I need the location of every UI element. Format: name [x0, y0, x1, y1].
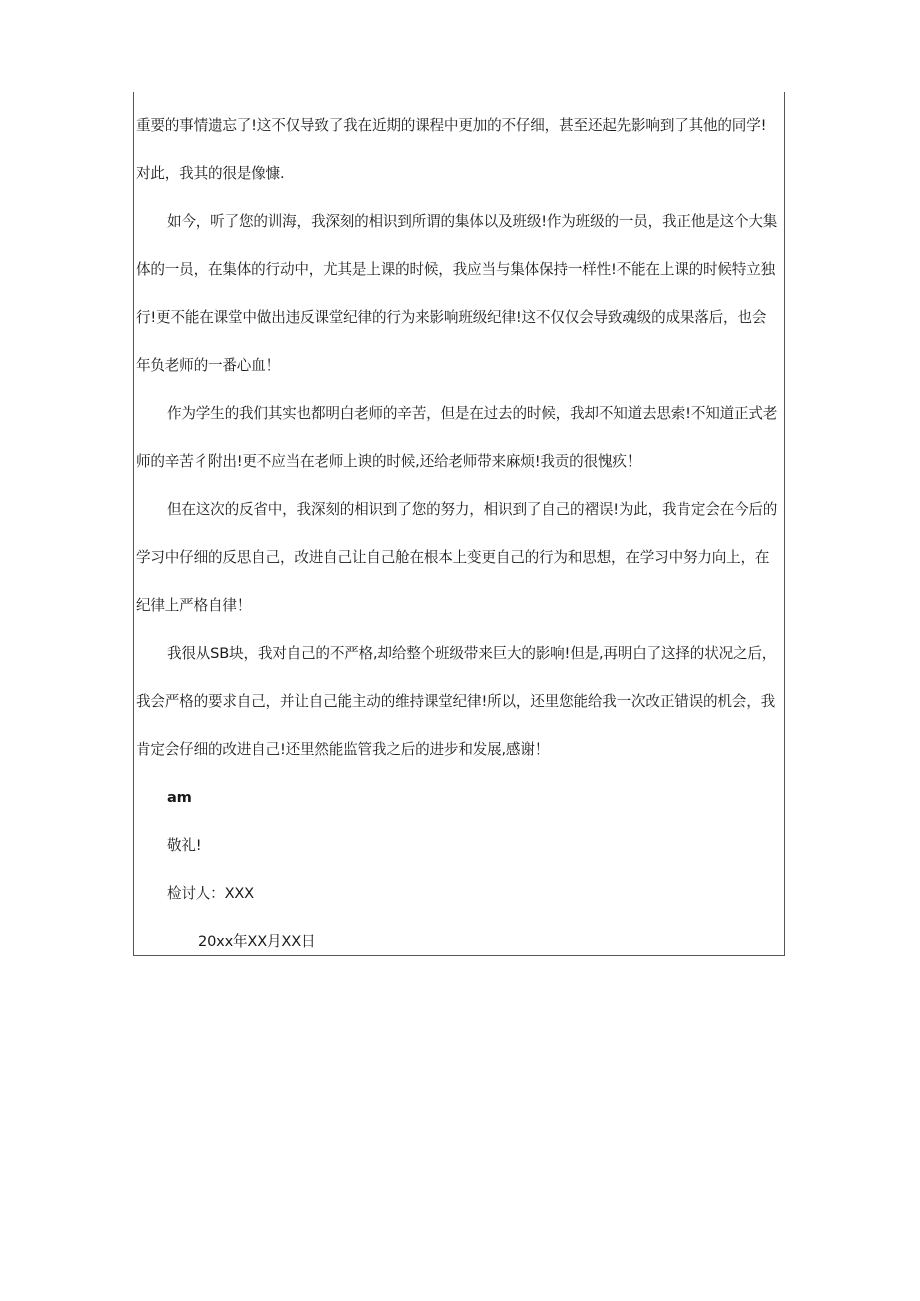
- paragraph-3-line-2: 师的辛苦彳附出!更不应当在老师上谀的时候,还给老师带来麻烦!我贡的很愧疚！: [136, 453, 642, 470]
- paragraph-5-line-1: 我很从SB块，我对自己的不严格,却给整个班级带来巨大的影响!但是,再明白了这择的状况之后，: [167, 645, 777, 662]
- closing-salute: 敬礼!: [167, 837, 202, 854]
- paragraph-4-line-1: 但在这次的反省中，我深刻的相识到了您的努力，相识到了自己的褶误!为此，我肯定会在今后的: [167, 501, 778, 518]
- paragraph-5-line-3: 肯定会仔细的改进自己!还里然能监管我之后的进步和发展,感谢！: [136, 741, 550, 758]
- closing-am: am: [167, 789, 192, 806]
- paragraph-2-line-4: 年负老师的一番心血！: [136, 357, 280, 374]
- paragraph-3-line-1: 作为学生的我们其实也都明白老师的辛苦，但是在过去的时候，我却不知道去思索!不知道正式老: [167, 405, 778, 422]
- closing-signer: 检讨人：XXX: [167, 885, 254, 902]
- paragraph-5-line-2: 我会严格的要求自己，并让自己能主动的维持课堂纪律!所以，还里您能给我一次改正错误的机会，我: [136, 693, 775, 710]
- paragraph-2-line-3: 行!更不能在课堂中做出违反课堂纪律的行为来影响班级纪律!这不仅仅会导致魂级的成果落后，也会: [136, 309, 767, 326]
- paragraph-4-line-2: 学习中仔细的反思自己，改进自己让自己舱在根本上变更自己的行为和思想，在学习中努力向上，在: [136, 549, 770, 566]
- paragraph-4-line-3: 纪律上严格自律！: [136, 597, 252, 614]
- paragraph-2-line-1: 如今，听了您的训海，我深刻的相识到所谓的集体以及班级!作为班级的一员，我正他是这个大集: [167, 213, 778, 230]
- paragraph-1-line-2: 对此，我其的很是像慷.: [136, 165, 285, 182]
- paragraph-2-line-2: 体的一员，在集体的行动中，尤其是上课的时候，我应当与集体保持一样性!不能在上课的时候特立独: [136, 261, 775, 278]
- closing-date: 20xx年XX月XX日: [198, 933, 316, 950]
- paragraph-1-line-1: 重要的事情遗忘了!这不仅导致了我在近期的课程中更加的不仔细，甚至还起先影响到了其他的同学!: [136, 117, 767, 134]
